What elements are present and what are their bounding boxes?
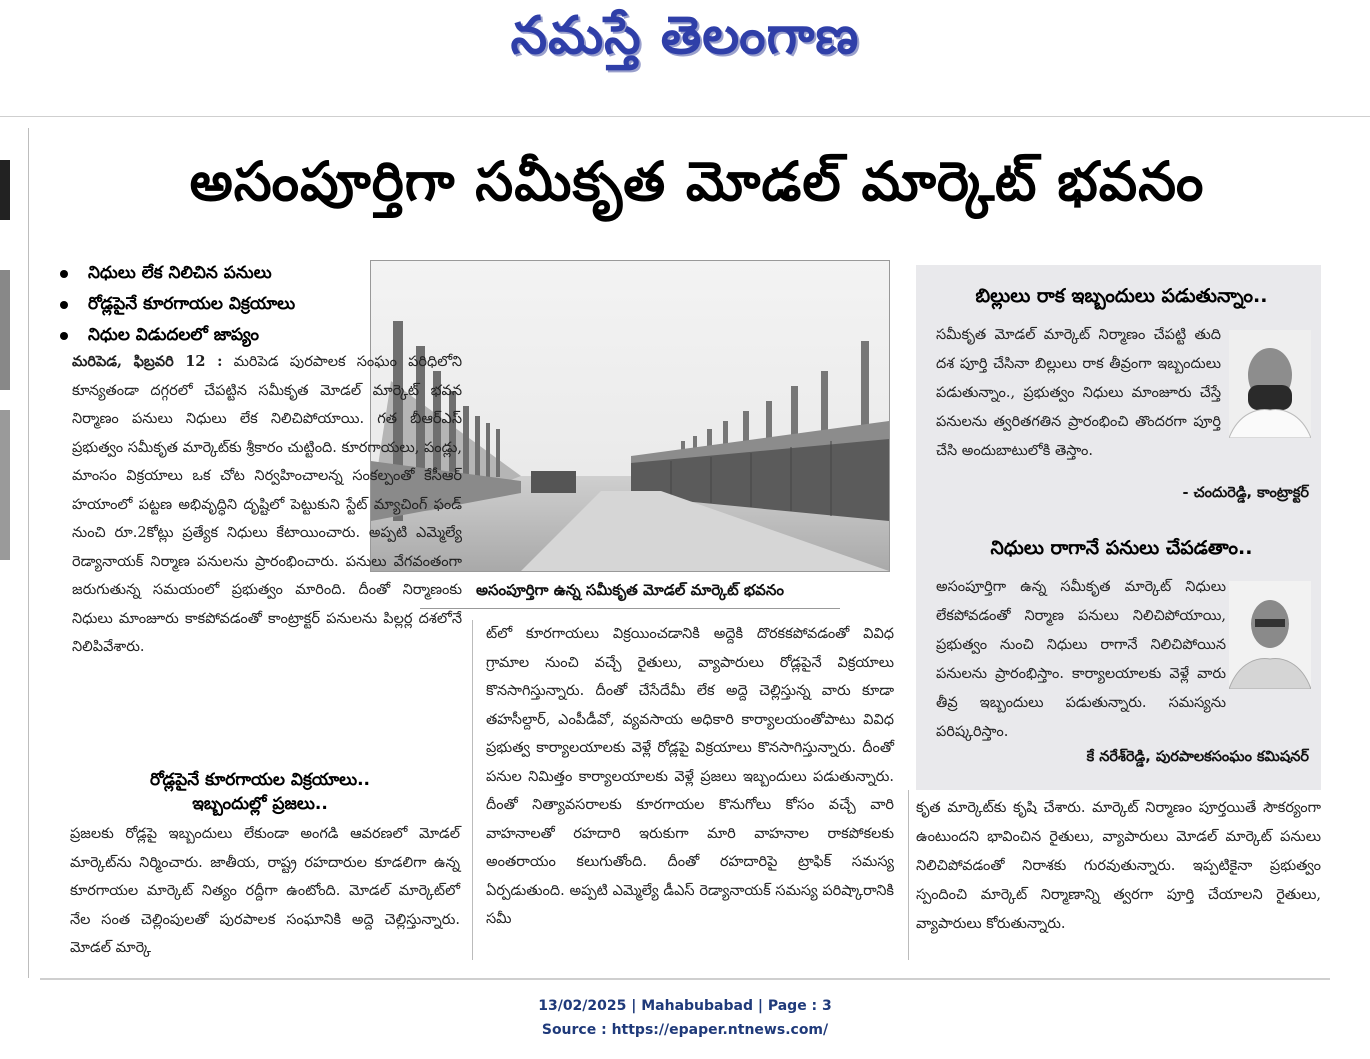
adjacent-image-fragment: [0, 270, 10, 390]
contractor-photo: [1229, 330, 1311, 438]
footer-source: Source : https://epaper.ntnews.com/: [541, 1022, 829, 1038]
quotes-sidebar: [916, 265, 1321, 790]
dateline: మరిపెడ, ఫిబ్రవరి 12 :: [72, 353, 223, 370]
bullet-item: నిధులు లేక నిలిచిన పనులు: [54, 258, 374, 289]
quote2-text: అసంపూర్తిగా ఉన్న సమీకృత మార్కెట్ నిధులు లేకపోవడంతో నిర్మాణ పనులు నిలిచిపోయాయి, ప్రభుత్వం నుంచి నిధులు రాగానే నిలిచిపోయిన పనులను ప్రారంభిస్తాం. కార్యాలయాలకు వెళ్లే వారు తీవ్ర ఇబ్బందులు పడుతున్నారు. సమస్యను పరిష్కరిస్తాం.: [936, 579, 1226, 740]
column-divider: [908, 790, 909, 960]
quote2-heading: నిధులు రాగానే పనులు చేపడతాం..: [990, 537, 1253, 559]
masthead: [0, 0, 1370, 117]
footer-date-page: 13/02/2025 | Mahabubabad | Page : 3: [538, 998, 832, 1014]
article-body-col2: ట్‌లో కూరగాయలు విక్రయించడానికి అద్దెకి దొరకకపోవడంతో వివిధ గ్రామాల నుంచి వచ్చే రైతులు, వ్యాపారులు రోడ్లపైనే విక్రయాలు కొనసాగిస్తున్నారు. దీంతో చేసేదేమీ లేక అద్దె చెల్లిస్తున్న వారు కూడా తహసీల్దార్, ఎంపీడీవో, వ్యవసాయ అధికారి కార్యాలయంతోపాటు వివిధ ప్రభుత్వ కార్యాలయాలకు వెళ్లే రోడ్లపై విక్రయాలు కొనసాగిస్తున్నారు. దీంతో పనుల నిమిత్తం కార్యాలయాలకు వెళ్లే ప్రజలు ఇబ్బందులు పడుతున్నారు. దీంతో నిత్యావసరాలకు కూరగాయల కొనుగోలు కోసం వచ్చే వారి వాహనాలతో రహదారి ఇరుకుగా మారి వాహనాల రాకపోకలకు అంతరాయం కలుగుతోంది. దీంతో రహదారిపై ట్రాఫిక్ సమస్య ఏర్పడుతుంది. అప్పటి ఎమ్మెల్యే డీఎస్ రెడ్యానాయక్ సమస్య పరిష్కారానికి సమీ: [486, 626, 894, 927]
commissioner-photo: [1229, 581, 1311, 689]
column-divider: [472, 620, 473, 960]
photo-caption: అసంపూర్తిగా ఉన్న సమీకృత మోడల్ మార్కెట్ భవనం: [420, 578, 840, 609]
page-footer: [0, 994, 1370, 1042]
adjacent-article-strip: [0, 130, 12, 980]
article-headline: అసంపూర్తిగా సమీకృత మోడల్ మార్కెట్ భవనం: [189, 150, 1205, 213]
highlight-bullets: [54, 258, 374, 351]
article-body-col3: కృత మార్కెట్‌కు కృషి చేశారు. మార్కెట్ నిర్మాణం పూర్తయితే సౌకర్యంగా ఉంటుందని భావించిన రైతులు, వ్యాపారులు మోడల్ మార్కెట్ పనులు నిలిచిపోవడంతో నిరాశకు గురవుతున్నారు. ఇప్పటికైనా ప్రభుత్వం స్పందించి మార్కెట్ నిర్మాణాన్ని త్వరగా పూర్తి చేయాలని రైతులు, వ్యాపారులు కోరుతున్నారు.: [916, 800, 1321, 932]
article-body-col1: [72, 348, 462, 662]
subhead-line: రోడ్లపైనే కూరగాయల విక్రయాలు..: [150, 770, 370, 790]
body-text: మరిపెడ పురపాలక సంఘం పరిధిలోని కూన్యతండా దగ్గరలో చేపట్టిన సమీకృత మోడల్ మార్కెట్ భవన నిర్మాణం పనులు నిధులు లేక నిలిచిపోయాయి. గత బీఆర్ఎస్ ప్రభుత్వం సమీకృత మార్కెట్‌కు శ్రీకారం చుట్టింది. కూరగాయలు, పండ్లు, మాంసం విక్రయాలు ఒక చోట నిర్వహించాలన్న సంకల్పంతో కేసీఆర్ హయాంలో పట్టణ అభివృద్ధిని దృష్టిలో పెట్టుకుని స్టేట్ మ్యాచింగ్ ఫండ్ నుంచి రూ.2కోట్లు ప్రత్యేక నిధులు కేటాయించారు. అప్పటి ఎమ్మెల్యే రెడ్యానాయక్ నిర్మాణ పనులను ప్రారంభించారు. పనులు వేగవంతంగా జరుగుతున్న సమయంలో ప్రభుత్వం మారింది. దీంతో నిర్మాణంకు నిధులు మాంజూరు కాకపోవడంతో కాంట్రాక్టర్ పనులను పిల్లర్ల దశలోనే నిలిపివేశారు.: [72, 354, 463, 655]
article-subheading: [70, 768, 450, 816]
newspaper-logo: నమస్తే తెలంగాణ: [510, 6, 860, 66]
bullet-item: నిధుల విడుదలలో జాప్యం: [54, 320, 374, 351]
column-divider: [28, 128, 29, 978]
quote1-credit: - చందురెడ్డి, కాంట్రాక్టర్: [1182, 485, 1309, 501]
quote1-text: సమీకృత మోడల్ మార్కెట్ నిర్మాణం చేపట్టి తుది దశ పూర్తి చేసినా బిల్లులు రాక తీవ్రంగా ఇబ్బందులు పడుతున్నాం., ప్రభుత్వం నిధులు మాంజూరు చేస్తే పనులను త్వరితగతిన ప్రారంభించి తొందరగా పూర్తి చేసి అందుబాటులోకి తెస్తాం.: [936, 327, 1221, 459]
footer-rule: [40, 978, 1330, 980]
bullet-item: రోడ్లపైనే కూరగాయల విక్రయాలు: [54, 289, 374, 320]
subhead-line: ఇబ్బందుల్లో ప్రజలు..: [192, 794, 328, 814]
news-article: [40, 130, 1340, 980]
adjacent-image-fragment: [0, 160, 10, 220]
quote1-heading: బిల్లులు రాక ఇబ్బందులు పడుతున్నాం..: [975, 285, 1268, 307]
adjacent-image-fragment: [0, 410, 10, 560]
article-body-col1b: ప్రజలకు రోడ్లపై ఇబ్బందులు లేకుండా అంగడి ఆవరణలో మోడల్ మార్కెట్‌ను నిర్మించారు. జాతీయ, రాష్ట్ర రహదారుల కూడలిగా ఉన్న కూరగాయల మార్కెట్ నిత్యం రద్దీగా ఉంటోంది. మోడల్ మార్కెట్‌లో నేల సంత చెల్లింపులతో పురపాలక సంఘానికి అద్దె చెల్లిస్తున్నారు. మోడల్ మార్కె: [70, 826, 460, 956]
quote2-credit: కే నరేశ్‌రెడ్డి, పురపాలకసంఘం కమిషనర్: [1086, 749, 1309, 765]
